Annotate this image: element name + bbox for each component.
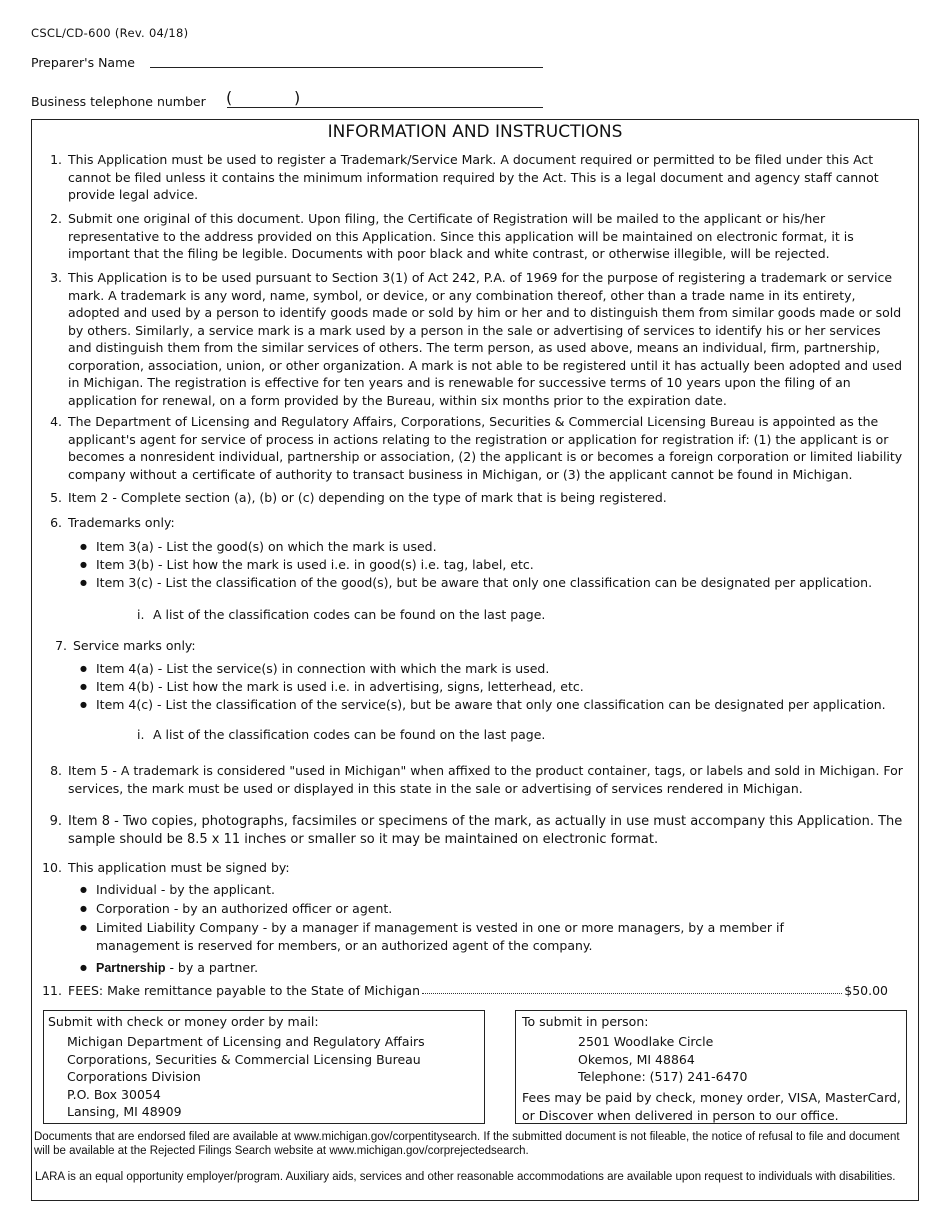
item-number: 6. (50, 515, 62, 530)
signer-text: - by a partner. (165, 960, 259, 975)
item-number: 5. (50, 490, 62, 505)
item-number: 7. (55, 638, 67, 653)
list-item (78, 959, 838, 977)
address-line: Lansing, MI 48909 (67, 1104, 182, 1119)
list-item: ● Item 4(a) - List the service(s) in connection with which the mark is used. (78, 660, 908, 678)
office-address (578, 1033, 747, 1086)
instructions-title: INFORMATION AND INSTRUCTIONS (327, 122, 623, 142)
address-line: Corporations Division (67, 1069, 201, 1084)
phone-field[interactable] (227, 107, 543, 108)
signer-term: Individual (96, 882, 157, 897)
signer-term: Limited Liability Company (96, 920, 259, 935)
signer-term: Corporation (96, 901, 170, 916)
payment-note: Fees may be paid by check, money order, VISA, MasterCard, or Discover when delivered in person to our office. (522, 1090, 901, 1123)
item-text: Item 8 - Two copies, photographs, facsimiles or specimens of the mark, as actually in use must accompany this Application. The sample should be 8.5 x 11 inches or smaller so it may be maintained on electronic format. (68, 814, 903, 847)
preparer-name-label: Preparer's Name (31, 55, 135, 70)
item-text: This Application must be used to register a Trademark/Service Mark. A document required or permitted to be filed under this Act cannot be filed unless it contains the minimum information required by the Act. This is a legal document and agency staff cannot provide legal advice. (68, 152, 879, 202)
phone-label: Business telephone number (31, 94, 206, 109)
eeo-statement: LARA is an equal opportunity employer/program. Auxiliary aids, services and other reasonable accommodations are available upon request to individuals with disabilities. (35, 1171, 896, 1183)
address-line: P.O. Box 30054 (67, 1086, 161, 1102)
item-text: This application must be signed by: (68, 860, 290, 875)
dot-leader (422, 993, 842, 994)
area-code-close-paren: ) (294, 88, 301, 107)
fees-line (30, 983, 888, 998)
item-text: Trademarks only: (68, 515, 175, 530)
item-number: 10. (42, 860, 62, 875)
list-item (78, 900, 838, 918)
endorsed-documents-note: Documents that are endorsed filed are available at www.michigan.gov/corpentitysearch. If the submitted document is not fileable, the notice of refusal to file and document will be available at the Rejected Filings Search website at www.michigan.gov/corprejectedsearch. (34, 1131, 900, 1157)
subitem-number: i. (137, 727, 145, 742)
subitem-text: A list of the classification codes can be found on the last page. (153, 727, 546, 742)
item-number: 11. (42, 983, 62, 998)
list-item (78, 881, 838, 899)
service-bullet-list (78, 660, 908, 714)
item-number: 8. (50, 763, 62, 778)
in-person-heading: To submit in person: (522, 1014, 649, 1029)
list-item: ● Item 3(b) - List how the mark is used i.e. in good(s) i.e. tag, label, etc. (78, 556, 908, 574)
signer-text: - by an authorized officer or agent. (169, 901, 393, 916)
item-number: 1. (50, 152, 62, 167)
item-text: Item 5 - A trademark is considered "used in Michigan" when affixed to the product container, tags, or labels and sold in Michigan. For services, the mark must be used or displayed in this state in the sale or advertising of services rendered in Michigan. (68, 763, 903, 796)
address-line: Corporations, Securities & Commercial Licensing Bureau (67, 1051, 421, 1067)
signer-text: - by a manager if management is vested in one or more managers, by a member if management is reserved for members, or an authorized agent of the company. (96, 920, 784, 953)
signer-text: - by the applicant. (156, 882, 275, 897)
mail-submission-box (43, 1010, 485, 1124)
item-number: 4. (50, 414, 62, 429)
service-subitem (137, 727, 545, 742)
signer-term: Partnership (96, 961, 166, 975)
item-number: 2. (50, 211, 62, 226)
in-person-box (515, 1010, 907, 1124)
mail-box-heading: Submit with check or money order by mail: (48, 1014, 319, 1029)
item-number: 3. (50, 270, 62, 285)
form-id: CSCL/CD-600 (Rev. 04/18) (31, 26, 189, 40)
preparer-name-field[interactable] (150, 67, 543, 68)
subitem-number: i. (137, 607, 145, 622)
item-text: Item 2 - Complete section (a), (b) or (c) depending on the type of mark that is being registered. (68, 490, 667, 505)
trademark-subitem (137, 607, 545, 622)
subitem-text: A list of the classification codes can be found on the last page. (153, 607, 546, 622)
address-line: Okemos, MI 48864 (578, 1051, 695, 1067)
signer-bullet-list (78, 881, 838, 977)
trademark-bullet-list (78, 538, 908, 592)
address-line: 2501 Woodlake Circle (578, 1034, 714, 1049)
list-item: ● Item 3(c) - List the classification of the good(s), but be aware that only one classification can be designated per application. (78, 574, 908, 592)
list-item (78, 919, 838, 955)
list-item: ● Item 3(a) - List the good(s) on which the mark is used. (78, 538, 908, 556)
item-text: This Application is to be used pursuant to Section 3(1) of Act 242, P.A. of 1969 for the purpose of registering a trademark or service mark. A trademark is any word, name, symbol, or device, or any combination thereof, other than a trade name in its entirety, adopted and used by a person to identify goods made or sold by him or her and to distinguish them from similar goods made or sold by others. Similarly, a service mark is a mark used by a person in the sale or advertising of services to identify his or her services and distinguish them from the similar services of others. The term person, as used above, means an individual, firm, partnership, corporation, association, union, or other organization. A mark is not able to be registered until it has actually been adopted and used in Michigan. The registration is effective for ten years and is renewable for successive terms of 10 years upon the filing of an application for renewal, on a form provided by the Bureau, within six months prior to the expiration date. (68, 270, 903, 408)
list-item: ● Item 4(b) - List how the mark is used i.e. in advertising, signs, letterhead, etc. (78, 678, 908, 696)
fee-amount: $50.00 (844, 983, 888, 998)
item-number: 9. (49, 814, 62, 829)
list-item: ● Item 4(c) - List the classification of the service(s), but be aware that only one classification can be designated per application. (78, 696, 908, 714)
fees-label: FEES: Make remittance payable to the State of Michigan (68, 983, 420, 998)
item-text: Submit one original of this document. Upon filing, the Certificate of Registration will be mailed to the applicant or his/her representative to the address provided on this Application. Since this application will be maintained on electronic format, it is important that the filing be legible. Documents with poor black and white contrast, or otherwise illegible, will be rejected. (68, 211, 854, 261)
address-line: Michigan Department of Licensing and Regulatory Affairs (67, 1034, 425, 1049)
item-text: The Department of Licensing and Regulatory Affairs, Corporations, Securities & Commercial Licensing Bureau is appointed as the applicant's agent for service of process in actions relating to the registration or application for registration if: (1) the applicant is or becomes a nonresident individual, partnership or association, (2) the applicant is or becomes a foreign corporation or limited liability company without a certificate of authority to transact business in Michigan, or (3) the applicant cannot be found in Michigan. (68, 414, 903, 482)
mail-address (67, 1033, 425, 1121)
area-code-open-paren: ( (226, 88, 233, 107)
address-line: Telephone: (517) 241-6470 (578, 1069, 748, 1084)
item-text: Service marks only: (73, 638, 196, 653)
